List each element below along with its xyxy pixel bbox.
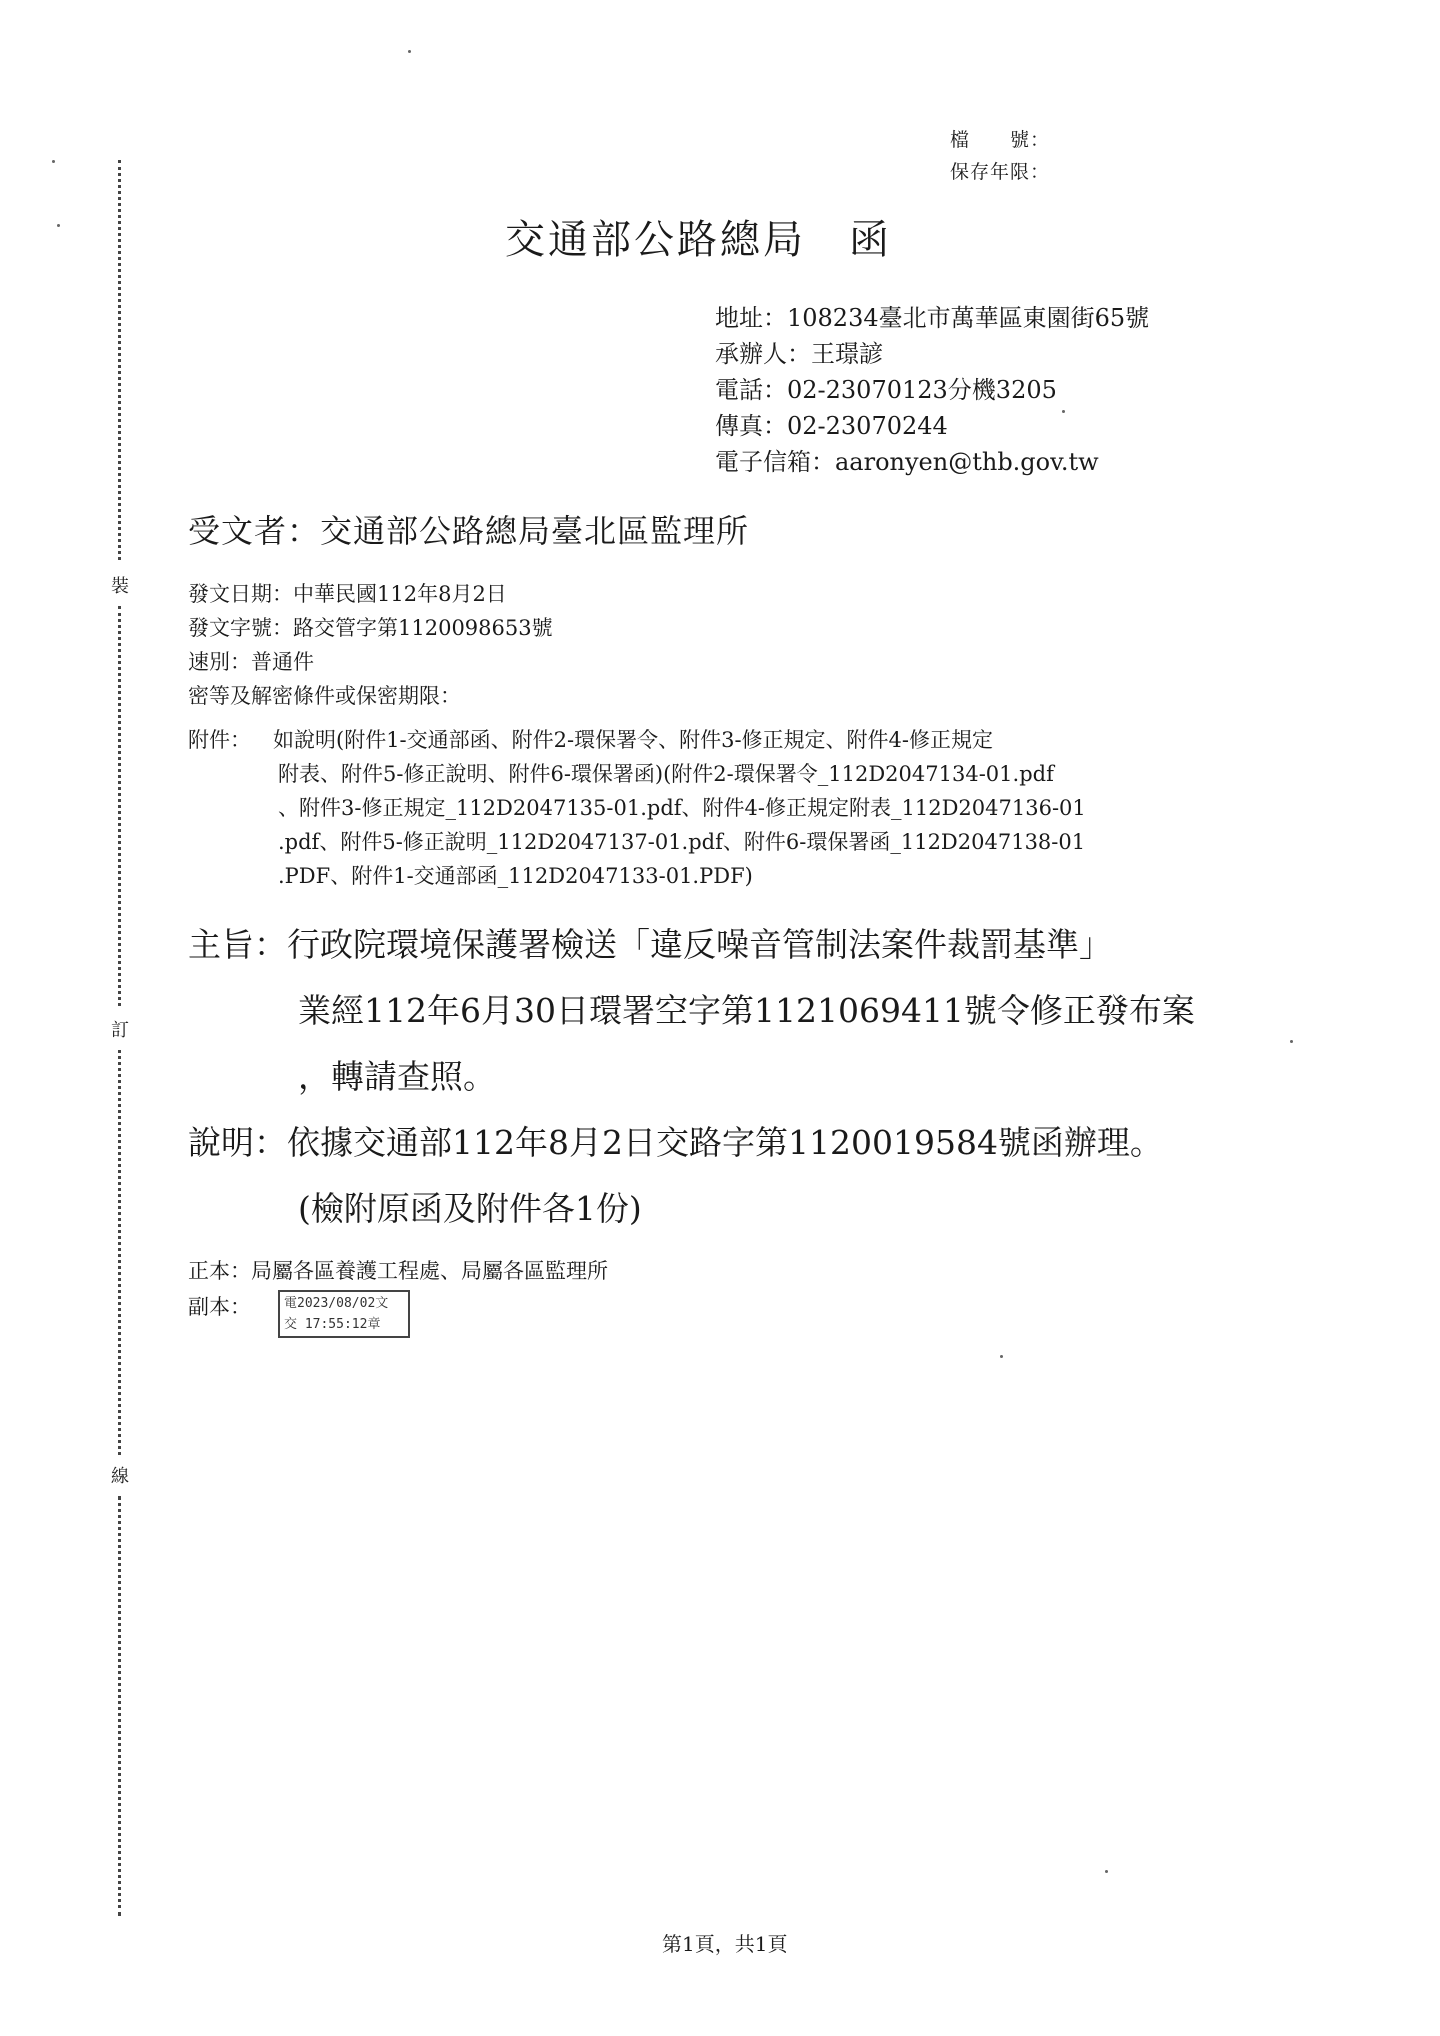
stamp-line: 交 17:55:12章 [284, 1317, 381, 1332]
original-recipients: 正本：局屬各區養護工程處、局屬各區監理所 [188, 1259, 608, 1283]
issue-date: 發文日期：中華民國112年8月2日 [188, 582, 507, 606]
retention-period-label: 保存年限： [950, 161, 1051, 183]
contact-block [715, 300, 1149, 480]
attachments-lines [273, 723, 1086, 893]
file-number-label: 檔 號： [950, 129, 1051, 151]
scan-speck [52, 160, 55, 163]
binding-dotted-line [118, 606, 121, 1006]
document-number: 發文字號：路交管字第1120098653號 [188, 616, 553, 640]
explanation-line: 說明：依據交通部112年8月2日交路字第1120019584號函辦理。 [188, 1123, 1163, 1162]
attachment-line: .pdf、附件5-修正說明_112D2047137-01.pdf、附件6-環保署函_112D2047138-01 [278, 830, 1086, 854]
explanation-line: (檢附原函及附件各1份) [298, 1189, 642, 1228]
subject-line: ，轉請查照。 [298, 1057, 496, 1096]
attachment-line: 附表、附件5-修正說明、附件6-環保署函)(附件2-環保署令_112D2047134-01.pdf [278, 762, 1054, 786]
file-meta [950, 124, 1050, 188]
phone: 電話：02-23070123分機3205 [715, 376, 1057, 404]
subject [188, 912, 1195, 1110]
document-meta [188, 577, 553, 713]
fax: 傳真：02-23070244 [715, 412, 948, 440]
secrecy-level: 密等及解密條件或保密期限： [188, 684, 461, 708]
email: 電子信箱：aaronyen@thb.gov.tw [715, 448, 1099, 476]
binding-mark-xian: 線 [111, 1466, 129, 1487]
electronic-exchange-stamp [278, 1290, 410, 1338]
binding-dotted-line [118, 160, 121, 560]
subject-line: 業經112年6月30日環署空字第1121069411號令修正發布案 [298, 991, 1195, 1030]
scan-speck [1290, 1040, 1293, 1043]
scan-speck [1000, 1355, 1003, 1358]
handler: 承辦人：王璟諺 [715, 340, 883, 368]
page-title: 交通部公路總局 函 [505, 217, 892, 263]
scan-speck [408, 50, 411, 53]
attachment-line: 如說明(附件1-交通部函、附件2-環保署令、附件3-修正規定、附件4-修正規定 [273, 728, 994, 752]
stamp-line: 電2023/08/02文 [284, 1296, 389, 1311]
binding-mark-zhuang: 裝 [111, 576, 129, 597]
binding-dotted-line [118, 1050, 121, 1455]
binding-mark-ding: 訂 [111, 1020, 129, 1041]
attachments-label: 附件： [188, 728, 251, 752]
recipient: 受文者：交通部公路總局臺北區監理所 [188, 512, 750, 550]
attachment-line: .PDF、附件1-交通部函_112D2047133-01.PDF) [278, 864, 753, 888]
scan-speck [1105, 1870, 1108, 1873]
explanation [188, 1110, 1163, 1242]
scan-speck [1062, 410, 1065, 413]
scan-speck [57, 224, 60, 227]
binding-dotted-line [118, 1496, 121, 1916]
attachment-line: 、附件3-修正規定_112D2047135-01.pdf、附件4-修正規定附表_112D2047136-01 [278, 796, 1086, 820]
copy-label: 副本： [188, 1295, 251, 1319]
subject-line: 主旨：行政院環境保護署檢送「違反噪音管制法案件裁罰基準」 [188, 925, 1112, 964]
speed-class: 速別：普通件 [188, 650, 314, 674]
page-footer: 第1頁，共1頁 [662, 1932, 788, 1956]
address: 地址：108234臺北市萬華區東園街65號 [715, 304, 1150, 332]
